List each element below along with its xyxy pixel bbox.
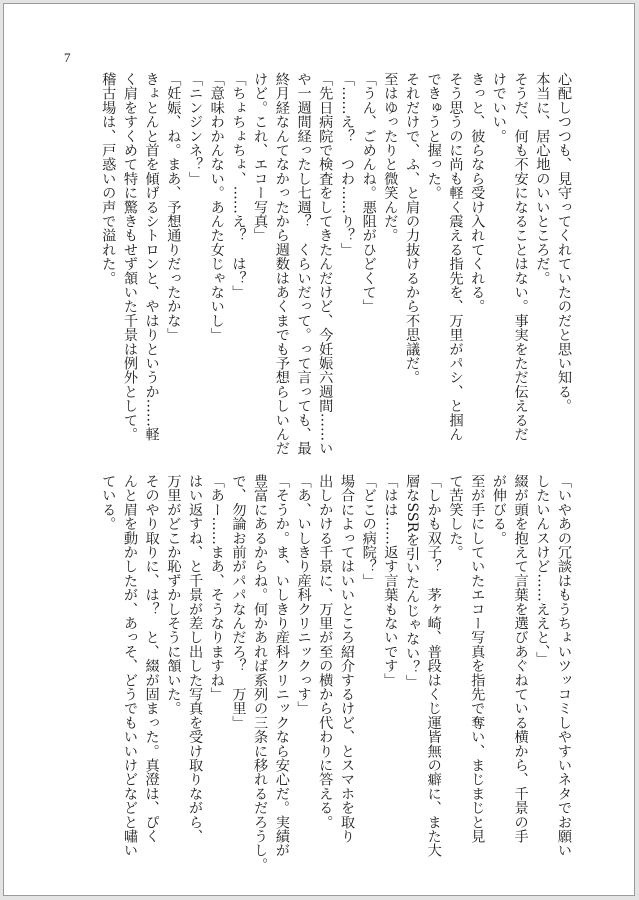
- text-column: 「ちょちょちょ、……え？ は？」: [230, 72, 247, 300]
- text-column: 「しかも双子？ 茅ヶ崎、普段はくじ運皆無の癖に、また大: [425, 474, 442, 858]
- text-column: 出しかける千景に、万里が至の横から代わりに答える。: [317, 474, 334, 829]
- document-page: [3, 3, 635, 896]
- text-column: けでいい。: [490, 72, 507, 143]
- text-column: 万里がどこか恥ずかしそうに頷いた。: [165, 474, 182, 716]
- text-column: したいんスけど……ええと、」: [534, 474, 551, 666]
- text-column: て苦笑した。: [447, 474, 464, 560]
- text-column: く肩をすくめて特に驚きもせず頷いた千景は例外として。: [121, 72, 138, 442]
- text-column: 「あー……まあ、そうなりますね」: [208, 474, 225, 702]
- text-column: 「そうか。ま、いしきり産科クリニックなら安心だ。実績が: [273, 474, 290, 858]
- text-column: 「妊娠、ね。まあ、予想通りだったかな」: [165, 72, 182, 342]
- text-column: 「あ、いしきり産科クリニックっす」: [295, 474, 312, 716]
- text-column: 至はゆったりと微笑んだ。: [382, 72, 399, 243]
- text-column: 豊富にあるからね。何かあれば系列の三条に移れるだろうし。: [252, 474, 269, 872]
- text-column: はい返すね、と千景が差し出した写真を受け取りながら、: [187, 474, 204, 844]
- text-column: 層なSSRを引いたんじゃない？」: [404, 474, 421, 689]
- text-column: 終月経なんてなかったから週数はあくまでも予想らしいんだ: [273, 72, 290, 456]
- text-column: や一週間経ったし七週？ くらいだって。って言っても、最: [295, 72, 312, 456]
- text-column: それだけで、ふ、と肩の力抜けるから不思議だ。: [404, 72, 421, 385]
- text-column: そのやり取りに、は？ と、綴が固まった。真澄は、ぴく: [143, 474, 160, 844]
- lower-text-block: [97, 474, 574, 872]
- upper-text-block: [97, 72, 574, 456]
- text-column: そうだ、何も不安になることはない。事実をただ伝えるだ: [512, 72, 529, 442]
- text-column: できゅうと握った。: [425, 72, 442, 200]
- text-column: が伸びる。: [490, 474, 507, 545]
- text-column: 「うん、ごめんね。悪阻がひどくて」: [360, 72, 377, 314]
- text-column: ている。: [100, 474, 117, 531]
- text-column: 「いやあの冗談はもうちょいツッコミしやすいネタでお願い: [556, 474, 572, 858]
- text-column: きょとんと首を傾げるシトロンと、やはりというか……軽: [143, 72, 160, 442]
- text-column: 稽古場は、戸惑いの声で溢れた。: [100, 72, 117, 285]
- text-column: 「意味わかんない。あんた女じゃないし」: [208, 72, 225, 342]
- text-column: 場合によってはいいところ紹介するけど、とスマホを取り: [338, 474, 355, 844]
- text-column: 「……え？ つわ……り？」: [338, 72, 355, 257]
- text-column: 「はは……返す言葉もないです」: [382, 474, 399, 687]
- text-column: 「先日病院で検査をしてきたんだけど、今妊娠六週間……い: [317, 72, 334, 456]
- text-column: 綴が頭を抱えて言葉を選びあぐねている横から、千景の手: [512, 474, 529, 844]
- text-column: そう思うのに尚も軽く震える指先を、万里がパシ、と掴ん: [447, 72, 464, 442]
- text-column: 本当に、居心地のいいところだ。: [534, 72, 551, 285]
- page-number: 7: [64, 50, 71, 65]
- text-column: んと眉を動かしたが、あっそ、どうでもいいけどなどと嘯い: [121, 474, 138, 858]
- text-column: 至が手にしていたエコー写真を指先で奪い、まじまじと見: [469, 474, 486, 844]
- text-column: 心配しつつも、見守ってくれていたのだと思い知る。: [556, 72, 572, 413]
- text-column: 「ニンジンネ？」: [187, 72, 204, 186]
- text-column: で、勿論お前がパパなんだろ？ 万里」: [230, 474, 247, 730]
- text-column: 「どこの病院？」: [360, 474, 377, 588]
- text-column: きっと、彼らなら受け入れてくれる。: [469, 72, 486, 314]
- text-column: けど。これ、エコー写真」: [252, 72, 269, 243]
